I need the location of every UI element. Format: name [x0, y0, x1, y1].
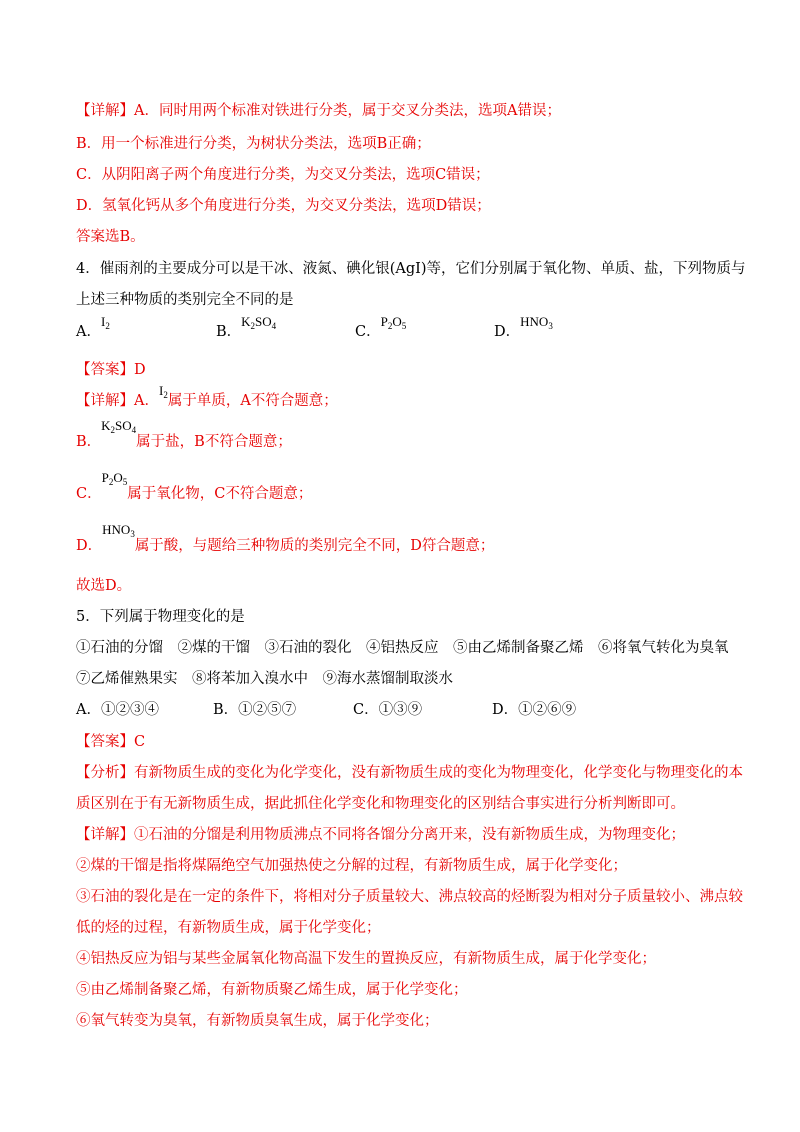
formula-hno3: $HNO_3$ [520, 314, 553, 331]
formula-i2: $I_2$ [158, 383, 168, 400]
question-5-option-c: C．①③⑨ [353, 702, 423, 718]
explanation-line-b: B．用一个标准进行分类，为树状分类法，选项B正确； [76, 136, 431, 152]
question-5-option-b: B．①②⑤⑦ [213, 702, 297, 718]
question-5-detail-line2: ②煤的干馏是指将煤隔绝空气加强热使之分解的过程，有新物质生成，属于化学变化； [76, 858, 627, 874]
question-5-detail-line6: ⑤由乙烯制备聚乙烯，有新物质聚乙烯生成，属于化学变化； [76, 982, 468, 998]
explanation-line-a: 【详解】A．同时用两个标准对铁进行分类，属于交叉分类法，选项A错误； [76, 103, 561, 119]
option-letter: B． [216, 324, 242, 340]
question-4-detail-b: B．$K_2SO_4$属于盐，B不符合题意； [76, 418, 292, 450]
question-5-option-a: A．①②③④ [76, 702, 159, 718]
question-5-detail-line4: 低的烃的过程，有新物质生成，属于化学变化； [76, 920, 381, 936]
question-5-items-line1: ①石油的分馏 ②煤的干馏 ③石油的裂化 ④铝热反应 ⑤由乙烯制备聚乙烯 ⑥将氧气转化为臭氧 [76, 640, 729, 656]
question-5-option-d: D．①②⑥⑨ [492, 702, 577, 718]
option-c [355, 314, 407, 346]
question-5-detail-line3: ③石油的裂化是在一定的条件下，将相对分子质量较大、沸点较高的烃断裂为相对分子质量较小、沸点较 [76, 889, 743, 905]
question-4-stem-line1: 4．催雨剂的主要成分可以是干冰、液氮、碘化银(AgI)等，它们分别属于氧化物、单质、盐，下列物质与 [76, 261, 746, 277]
formula-k2so4: $K_2SO_4$ [101, 418, 137, 435]
question-5-items-line2: ⑦乙烯催熟果实 ⑧将苯加入溴水中 ⑨海水蒸馏制取淡水 [76, 671, 453, 687]
question-4-conclusion: 故选D。 [76, 578, 132, 594]
formula-p2o5: $P_2O_5$ [380, 314, 407, 331]
formula-i2: $I_2$ [100, 314, 110, 331]
option-letter: C． [355, 324, 381, 340]
question-5-stem: 5．下列属于物理变化的是 [76, 609, 245, 625]
formula-p2o5: $P_2O_5$ [101, 470, 128, 487]
question-4-detail-c: C．$P_2O_5$属于氧化物，C不符合题意； [76, 470, 313, 502]
explanation-line-d: D．氢氧化钙从多个角度进行分类，为交叉分类法，选项D错误； [76, 198, 491, 214]
question-4-answer: 【答案】D [76, 362, 146, 378]
explanation-line-c: C．从阴阳离子两个角度进行分类，为交叉分类法，选项C错误； [76, 167, 490, 183]
formula-hno3: $HNO_3$ [102, 522, 135, 539]
question-5-analysis-line1: 【分析】有新物质生成的变化为化学变化，没有新物质生成的变化为物理变化，化学变化与物理变化的本 [76, 765, 743, 781]
answer-summary: 答案选B。 [76, 229, 145, 245]
question-5-detail-line1: 【详解】①石油的分馏是利用物质沸点不同将各馏分分离开来，没有新物质生成，为物理变化； [76, 827, 685, 843]
formula-k2so4: $K_2SO_4$ [241, 314, 277, 331]
question-4-stem-line2: 上述三种物质的类别完全不同的是 [76, 292, 294, 308]
question-5-analysis-line2: 质区别在于有无新物质生成，据此抓住化学变化和物理变化的区别结合事实进行分析判断即可。 [76, 796, 685, 812]
option-letter: A． [76, 324, 101, 340]
option-d [494, 314, 553, 346]
option-a [76, 314, 110, 346]
option-letter: D． [494, 324, 521, 340]
question-5-detail-line7: ⑥氧气转变为臭氧，有新物质臭氧生成，属于化学变化； [76, 1013, 439, 1029]
option-b [216, 314, 277, 346]
question-4-detail-a: 【详解】A．$I_2$属于单质，A不符合题意； [76, 383, 338, 409]
question-4-detail-d: D．$HNO_3$属于酸，与题给三种物质的类别完全不同，D符合题意； [76, 522, 495, 554]
question-5-answer: 【答案】C [76, 734, 146, 750]
question-5-detail-line5: ④铝热反应为铝与某些金属氧化物高温下发生的置换反应，有新物质生成，属于化学变化； [76, 951, 656, 967]
